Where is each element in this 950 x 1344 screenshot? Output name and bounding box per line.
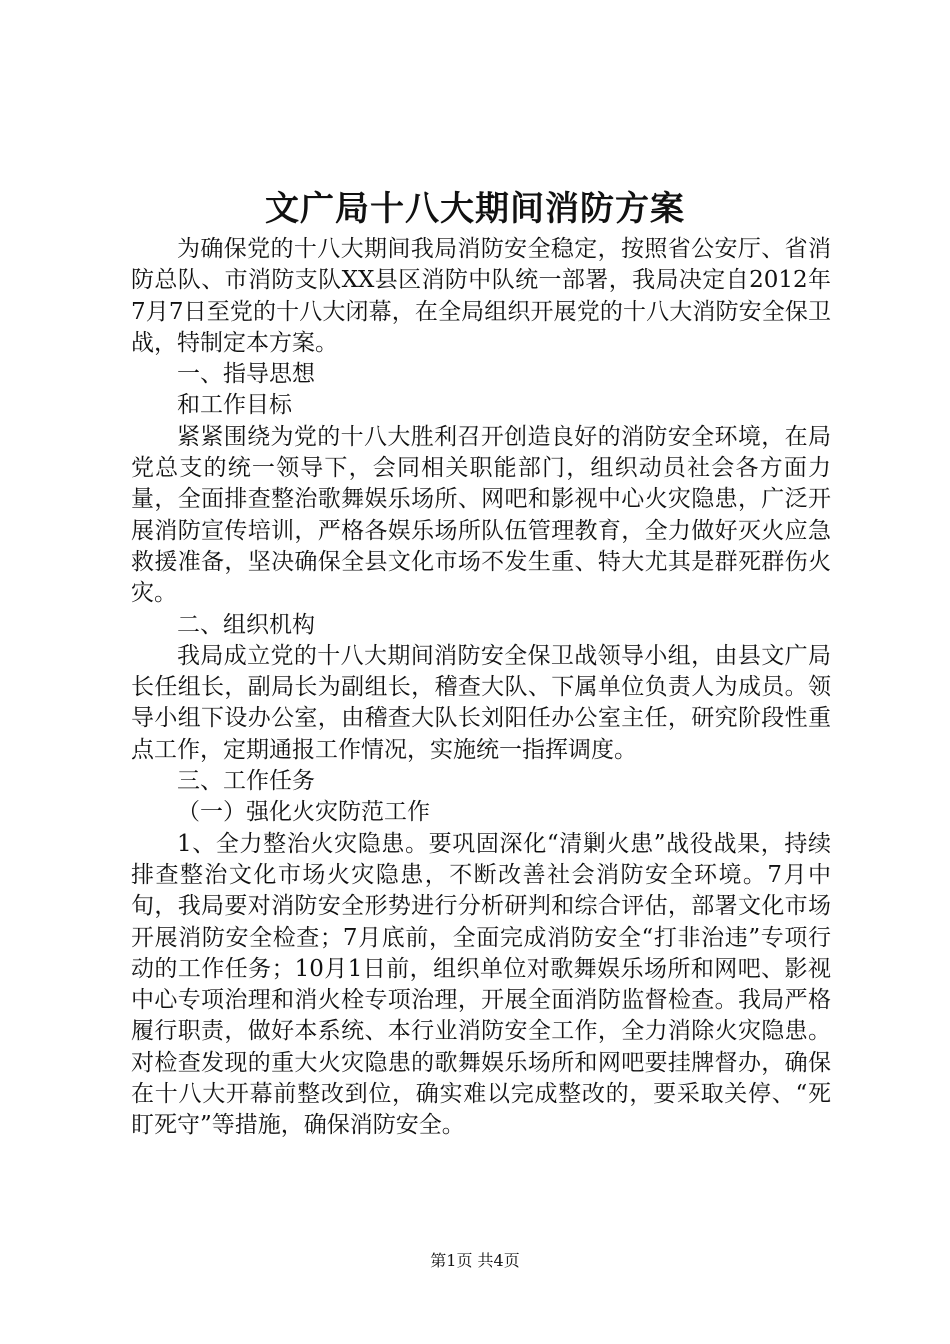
heading-work-goal: 和工作目标	[177, 392, 292, 419]
heading-guiding-thought: 一、指导思想	[177, 361, 315, 388]
paragraph-intro: 为确保党的十八大期间我局消防安全稳定，按照省公安厅、省消防总队、市消防支队XX县区消防中队统一部署，我局决定自2012年7月7日至党的十八大闭幕，在全局组织开展党的十八大消防安全保卫战，特制定本方案。	[131, 236, 831, 356]
document-body	[131, 234, 831, 1142]
heading-tasks: 三、工作任务	[177, 768, 315, 795]
document-title: 文广局十八大期间消防方案	[265, 189, 685, 229]
subheading-fire-prevention: （一）强化火灾防范工作	[177, 799, 430, 826]
paragraph-organization: 我局成立党的十八大期间消防安全保卫战领导小组，由县文广局长任组长，副局长为副组长，稽查大队、下属单位负责人为成员。领导小组下设办公室，由稽查大队长刘阳任办公室主任，研究阶段性重点工作，定期通报工作情况，实施统一指挥调度。	[131, 642, 831, 763]
paragraph-task-1: 1、全力整治火灾隐患。要巩固深化“清剿火患”战役战果，持续排查整治文化市场火灾隐患，不断改善社会消防安全环境。7月中旬，我局要对消防安全形势进行分析研判和综合评估，部署文化市场开展消防安全检查；7月底前，全面完成消防安全“打非治违”专项行动的工作任务；10月1日前，组织单位对歌舞娱乐场所和网吧、影视中心专项治理和消火栓专项治理，开展全面消防监督检查。我局严格履行职责，做好本系统、本行业消防安全工作，全力消除火灾隐患。对检查发现的重大火灾隐患的歌舞娱乐场所和网吧要挂牌督办，确保在十八大开幕前整改到位，确实难以完成整改的，要采取关停、“死盯死守”等措施，确保消防安全。	[131, 830, 831, 1139]
page-footer: 第1页 共4页	[430, 1251, 520, 1270]
heading-organization: 二、组织机构	[177, 611, 315, 638]
paragraph-goal: 紧紧围绕为党的十八大胜利召开创造良好的消防安全环境，在局党总支的统一领导下，会同相关职能部门，组织动员社会各方面力量，全面排查整治歌舞娱乐场所、网吧和影视中心火灾隐患，广泛开展消防宣传培训，严格各娱乐场所队伍管理教育，全力做好灭火应急救援准备，坚决确保全县文化市场不发生重、特大尤其是群死群伤火灾。	[131, 423, 831, 607]
